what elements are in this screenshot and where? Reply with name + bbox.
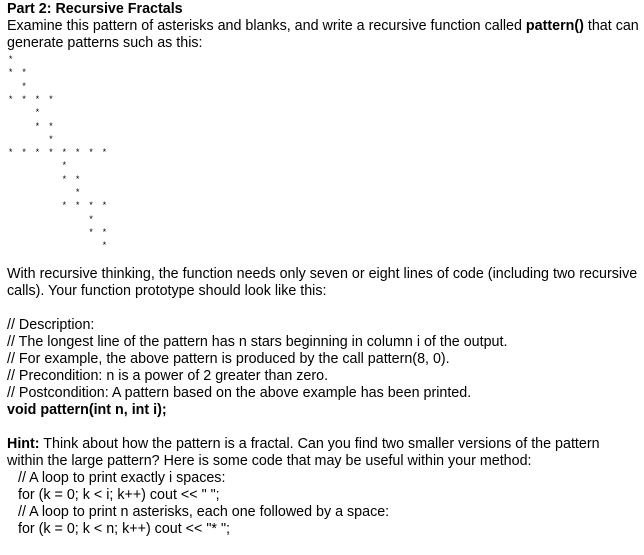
recursive-thinking-paragraph: With recursive thinking, the function needs only seven or eight lines of code (including two recursive calls). Your function prototype should look like this: [7, 266, 638, 299]
pattern-asterisk: * [21, 148, 27, 159]
pattern-asterisk: * [75, 188, 81, 198]
pattern-asterisk: * [34, 108, 41, 119]
hint-code-loop-asterisks: for (k = 0; k < n; k++) cout << "* "; [18, 521, 230, 537]
pattern-asterisk: * [61, 174, 67, 185]
pattern-asterisk: * [48, 121, 54, 132]
comment-line-precondition: // Precondition: n is a power of 2 greater than zero. [7, 368, 329, 384]
hint-section [7, 436, 639, 538]
intro-function-name: pattern() [525, 18, 584, 34]
pattern-asterisk: * [101, 241, 108, 252]
pattern-asterisk: * [88, 227, 94, 238]
pattern-asterisk: * [61, 161, 67, 172]
pattern-asterisk: * [101, 148, 108, 159]
intro-prefix: Examine this pattern of asterisks and blanks, and write a recursive function called [7, 18, 526, 34]
pattern-asterisk: * [75, 201, 81, 212]
hint-text: Think about how the pattern is a fractal. Can you find two smaller versions of the pattern within the large pattern? Here is some code that may be useful within your method: [7, 436, 600, 469]
function-prototype: void pattern(int n, int i); [7, 402, 167, 418]
pattern-asterisk: * [48, 94, 54, 105]
hint-paragraph [7, 436, 639, 470]
intro-paragraph [7, 18, 639, 52]
hint-code-loop-spaces: for (k = 0; k < i; k++) cout << " "; [18, 487, 220, 503]
pattern-asterisk: * [8, 148, 14, 159]
pattern-asterisk: * [34, 148, 41, 159]
document-page [7, 1, 639, 538]
pattern-asterisk: * [88, 201, 94, 212]
comment-line-postcondition: // Postcondition: A pattern based on the above example has been printed. [7, 385, 472, 401]
hint-code-comment-spaces: // A loop to print exactly i spaces: [18, 470, 226, 486]
comment-line-description: // Description: [7, 317, 95, 333]
pattern-asterisk: * [8, 55, 14, 65]
pattern-asterisk: * [75, 148, 81, 159]
pattern-asterisk: * [88, 148, 94, 159]
hint-label: Hint: [7, 436, 40, 452]
prototype-code-block [7, 317, 639, 419]
pattern-asterisk: * [88, 214, 94, 225]
pattern-asterisk: * [61, 201, 67, 212]
comment-line-longest: // The longest line of the pattern has n stars beginning in column i of the output. [7, 334, 508, 350]
pattern-asterisk: * [34, 94, 41, 105]
pattern-asterisk: * [101, 227, 108, 238]
pattern-asterisk: * [34, 121, 41, 132]
pattern-asterisk: * [48, 148, 54, 159]
hint-code-comment-asterisks: // A loop to print n asterisks, each one followed by a space: [18, 504, 390, 520]
pattern-asterisk: * [8, 68, 14, 79]
comment-line-example: // For example, the above pattern is produced by the call pattern(8, 0). [7, 351, 450, 367]
pattern-asterisk: * [75, 174, 81, 185]
intro-suffix: that can generate patterns such as this: [7, 18, 639, 51]
page-title: Part 2: Recursive Fractals [7, 1, 183, 17]
asterisk-fractal-pattern [7, 54, 639, 266]
pattern-asterisk: * [21, 81, 27, 92]
pattern-asterisk: * [101, 201, 108, 212]
pattern-asterisk: * [21, 68, 27, 79]
pattern-asterisk: * [48, 134, 54, 145]
pattern-asterisk: * [61, 148, 67, 159]
pattern-asterisk: * [21, 94, 27, 105]
pattern-asterisk: * [8, 94, 14, 105]
